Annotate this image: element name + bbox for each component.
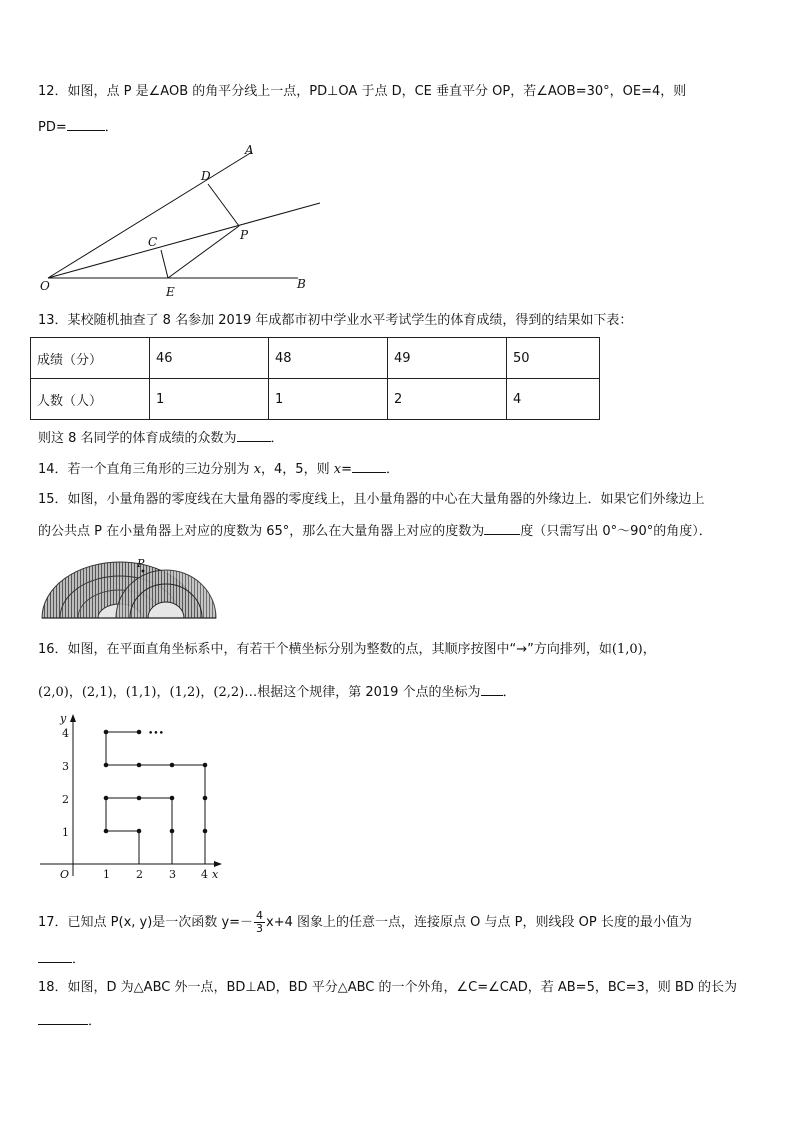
q16-coord: (2,2) xyxy=(213,685,245,700)
q17-text-a: 17．已知点 P(x, y)是一次函数 y=－ xyxy=(38,915,254,930)
label-c: C xyxy=(148,235,158,249)
q17-fraction xyxy=(254,910,265,935)
q17-answer-blank xyxy=(38,950,72,963)
q12-geometry-figure xyxy=(30,140,330,300)
q13-after-text: 则这 8 名同学的体育成绩的众数为 xyxy=(38,431,237,446)
table-cell: 人数（人） xyxy=(31,379,150,420)
q18-line1: 18．如图，D 为△ABC 外一点，BD⊥AD，BD 平分△ABC 的一个外角，∠C=∠CAD，若 AB=5，BC=3，则 BD 的长为 xyxy=(38,980,737,995)
axis-y-label: y xyxy=(60,712,67,725)
label-a: A xyxy=(245,143,254,157)
point-p xyxy=(142,570,145,573)
table-row xyxy=(31,338,600,379)
q14-answer-blank xyxy=(352,460,386,473)
table-cell: 成绩（分） xyxy=(31,338,150,379)
q16-sep: ， xyxy=(200,685,214,700)
table-row xyxy=(31,379,600,420)
table-cell: 4 xyxy=(507,379,600,420)
table-cell: 48 xyxy=(269,338,388,379)
q15-text-b: 度（只需写出 0°～90°的角度）． xyxy=(520,524,712,539)
q17-denominator: 3 xyxy=(256,922,264,935)
q16-line2 xyxy=(38,683,516,701)
y-tick-1: 1 xyxy=(62,826,69,839)
q17-line2 xyxy=(38,950,85,968)
label-b: B xyxy=(297,277,306,291)
x-tick-2: 2 xyxy=(136,868,143,880)
y-tick-2: 2 xyxy=(62,793,69,806)
segment-pd xyxy=(208,184,239,226)
segment-ce xyxy=(161,250,168,278)
label-d: D xyxy=(201,169,211,183)
table-cell: 2 xyxy=(388,379,507,420)
q16-sep: ， xyxy=(156,685,170,700)
q18-answer-blank xyxy=(38,1012,88,1025)
continuation-dots: ••• xyxy=(148,729,164,739)
segment-ep xyxy=(168,226,239,278)
q16-period: ． xyxy=(502,685,516,700)
q17-line1 xyxy=(38,910,692,936)
q14-period: ． xyxy=(385,462,399,477)
q17-numerator: 4 xyxy=(256,909,264,922)
q15-answer-blank xyxy=(484,522,520,535)
table-cell: 1 xyxy=(150,379,269,420)
q12-period: ． xyxy=(104,120,118,135)
q16-coord: (1,1) xyxy=(125,685,157,700)
q16-tail: …根据这个规律，第 2019 个点的坐标为 xyxy=(244,685,481,700)
sequence-path xyxy=(106,732,205,864)
q14-line xyxy=(38,460,399,478)
origin-label: O xyxy=(60,868,70,880)
label-p-protractor: P xyxy=(137,557,145,570)
q15-protractors-picture xyxy=(38,556,218,622)
q16-coord: (2,0) xyxy=(38,685,69,700)
q13-answer-blank xyxy=(237,429,271,442)
table-cell: 1 xyxy=(269,379,388,420)
q18-line2 xyxy=(38,1012,101,1030)
table-cell: 50 xyxy=(507,338,600,379)
q15-text-a: 的公共点 P 在小量角器上对应的度数为 65°，那么在大量角器上对应的度数为 xyxy=(38,524,485,539)
q12-answer-blank xyxy=(67,118,105,131)
q17-period: ． xyxy=(72,952,86,967)
q13-period: ． xyxy=(270,431,284,446)
q12-line2 xyxy=(38,118,118,136)
q12-line1: 12．如图，点 P 是∠AOB 的角平分线上一点，PD⊥OA 于点 D，CE 垂直平分 OP，若∠AOB=30°，OE=4，则 xyxy=(38,84,687,99)
axis-x-label: x xyxy=(212,868,219,880)
q16-line1 xyxy=(38,642,656,658)
q16-coord-first: (1,0) xyxy=(611,642,643,657)
q14-text-b: ，4，5，则 xyxy=(261,462,334,477)
q13-score-table xyxy=(30,337,600,420)
q16-answer-blank xyxy=(481,683,503,696)
q16-coord: (2,1) xyxy=(81,685,113,700)
q15-line2 xyxy=(38,522,712,540)
label-o: O xyxy=(40,279,50,293)
q16-coordinate-figure xyxy=(38,708,238,880)
x-tick-1: 1 xyxy=(103,868,110,880)
label-e: E xyxy=(166,285,175,299)
q17-text-b: x+4 图象上的任意一点，连接原点 O 与点 P，则线段 OP 长度的最小值为 xyxy=(266,915,692,930)
x-tick-3: 3 xyxy=(169,868,176,880)
q18-period: ． xyxy=(88,1014,102,1029)
q16-text: 16．如图，在平面直角坐标系中，有若干个横坐标分别为整数的点，其顺序按图中“→”方向排列，如 xyxy=(38,642,612,657)
q14-text-a: 14．若一个直角三角形的三边分别为 xyxy=(38,462,254,477)
x-tick-4: 4 xyxy=(201,868,208,880)
q16-coord: (1,2) xyxy=(169,685,201,700)
table-cell: 46 xyxy=(150,338,269,379)
q12-pd-label: PD= xyxy=(38,120,67,135)
q14-var-x: x xyxy=(253,462,262,477)
q16-sep: ， xyxy=(68,685,82,700)
q13-after xyxy=(38,429,284,447)
table-cell: 49 xyxy=(388,338,507,379)
q14-equals: = xyxy=(341,462,352,477)
ray-oa xyxy=(48,152,252,278)
q13-line1: 13．某校随机抽查了 8 名参加 2019 年成都市初中学业水平考试学生的体育成绩，得到的结果如下表： xyxy=(38,313,633,328)
y-tick-3: 3 xyxy=(62,760,69,773)
q16-sep: ， xyxy=(112,685,126,700)
q14-var-x-2: x xyxy=(333,462,342,477)
label-p: P xyxy=(240,228,249,242)
y-tick-4: 4 xyxy=(62,727,69,740)
q15-line1: 15．如图，小量角器的零度线在大量角器的零度线上，且小量角器的中心在大量角器的外缘边上．如果它们外缘边上 xyxy=(38,492,705,507)
q16-comma: ， xyxy=(642,642,656,657)
